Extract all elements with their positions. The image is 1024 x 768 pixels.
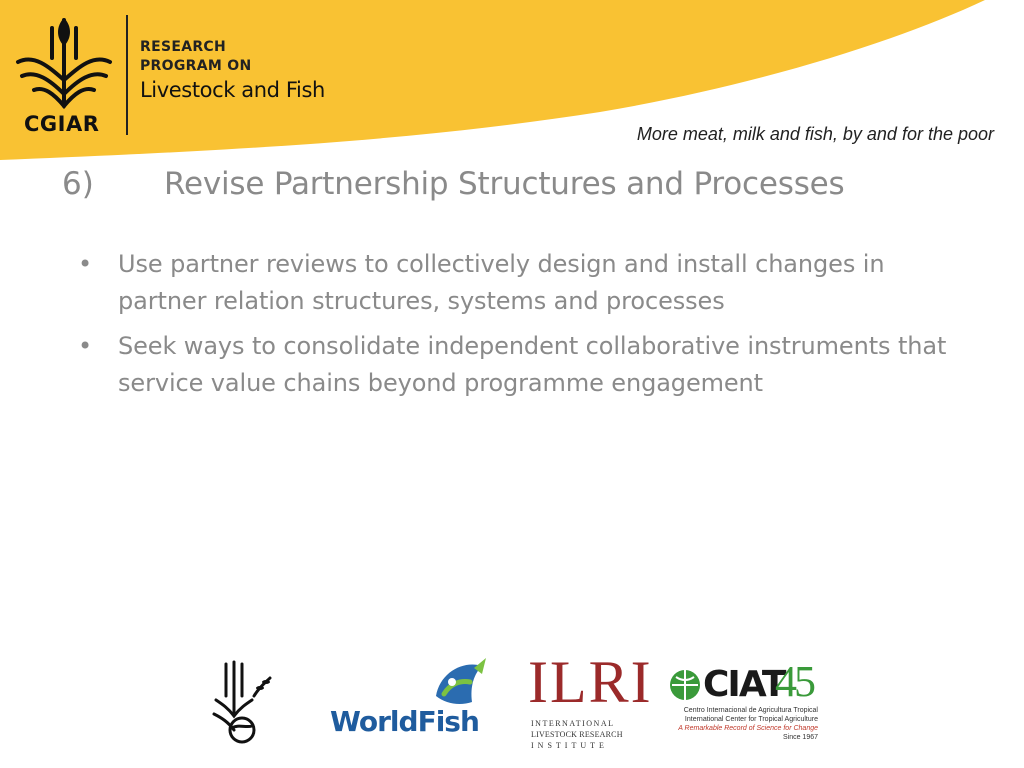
program-line-2: PROGRAM ON <box>140 58 252 74</box>
ilri-subtitle-line: LIVESTOCK RESEARCH <box>531 730 623 739</box>
program-line-1: RESEARCH <box>140 39 226 55</box>
ilri-subtitle-line: INTERNATIONAL <box>531 719 615 728</box>
worldfish-wordmark: WorldFish <box>330 705 479 738</box>
ciat-anniversary-number: 45 <box>775 657 813 706</box>
bullet-dot-icon: • <box>78 332 93 360</box>
bullet-item <box>78 246 978 320</box>
ciat-globe-icon <box>668 668 702 702</box>
ciat-subtitle-line: International Center for Tropical Agriculture <box>684 716 818 723</box>
ilri-subtitle <box>531 718 623 751</box>
ciat-since: Since 1967 <box>782 734 818 741</box>
bullet-list <box>78 246 978 410</box>
program-name: Livestock and Fish <box>140 78 325 102</box>
ciat-tagline: A Remarkable Record of Science for Change <box>678 725 818 732</box>
worldfish-emblem-icon <box>430 656 490 712</box>
program-title-block <box>140 38 325 104</box>
ilri-subtitle-line: INSTITUTE <box>531 741 608 750</box>
header-tagline: More meat, milk and fish, by and for the poor <box>636 124 994 144</box>
bullet-text: Use partner reviews to collectively design and install changes in partner relation structures, systems and processes <box>118 250 885 315</box>
cgiar-emblem-icon <box>12 14 116 112</box>
bullet-item <box>78 328 978 402</box>
cgiar-wordmark: CGIAR <box>24 112 100 136</box>
ciat-subtitle <box>668 706 818 742</box>
slide-title: Revise Partnership Structures and Processes <box>164 166 845 202</box>
slide-number: 6) <box>62 166 94 202</box>
ilri-wordmark: ILRI <box>528 649 653 715</box>
bullet-text: Seek ways to consolidate independent collaborative instruments that service value chains beyond programme engagement <box>118 332 947 397</box>
ciat-subtitle-line: Centro Internacional de Agricultura Tropical <box>683 707 818 714</box>
ciat-wordmark: CIAT <box>703 664 785 705</box>
header-divider <box>126 15 128 135</box>
bullet-dot-icon: • <box>78 250 93 278</box>
ifpri-emblem-icon <box>208 656 274 748</box>
